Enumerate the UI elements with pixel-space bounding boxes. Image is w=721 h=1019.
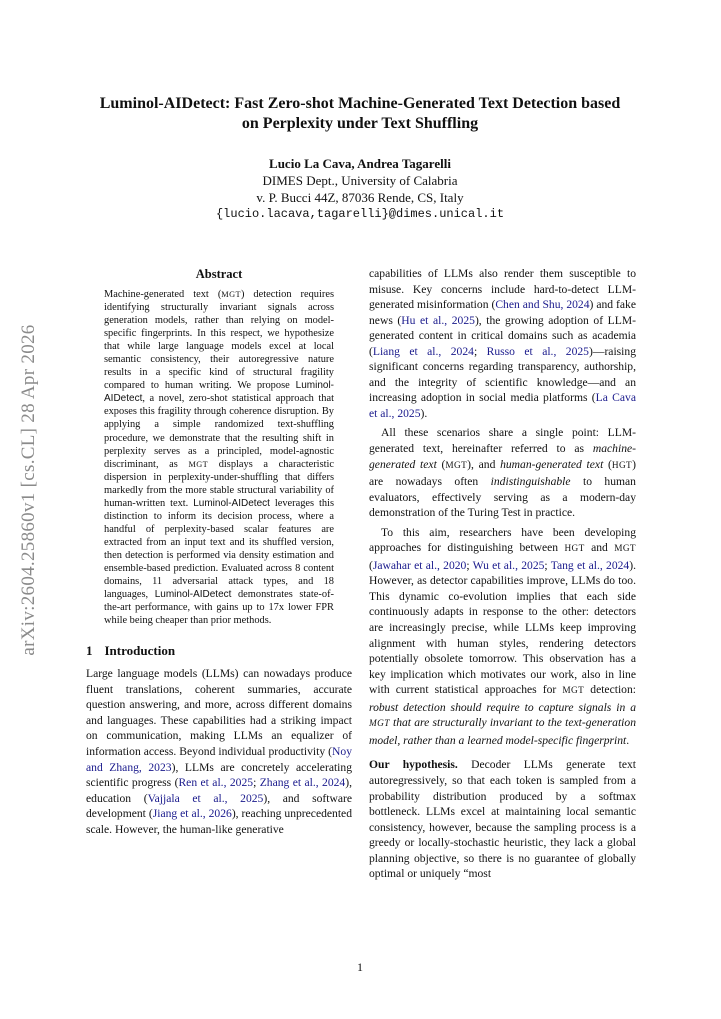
author-email: {lucio.lacava,tagarelli}@dimes.unical.it: [215, 207, 505, 221]
citation-link[interactable]: Russo et al., 2025: [486, 344, 589, 358]
arxiv-identifier-stamp: [14, 300, 44, 680]
citation-link[interactable]: Vajjala et al., 2025: [147, 791, 264, 805]
author-block: [160, 155, 560, 223]
citation-link[interactable]: La Cava et al., 2025: [369, 391, 636, 420]
paragraph-run-in-heading: Our hypothesis.: [369, 758, 458, 772]
intro-paragraph-1: Large language models (LLMs) can nowadays produce fluent translations, coherent summaries, accurate question answering, and more, across different domains and languages. These capabilities had a striking impact on communication, making LLMs an equalizer of information access. Beyond individual productivity (Noy and Zhang, 2023), LLMs are concretely accelerating scientific progress (Ren et al., 2025; Zhang et al., 2024), education (Vajjala et al., 2025), and software development (Jiang et al., 2026), reaching unprecedented scale. However, the human-like generative: [86, 667, 353, 836]
paper-title: Luminol-AIDetect: Fast Zero-shot Machine-Generated Text Detection based on Perplexity under Text Shuffling: [99, 95, 621, 132]
abstract-heading: Abstract: [195, 267, 243, 281]
citation-link[interactable]: Noy and Zhang, 2023: [86, 744, 352, 774]
left-column: [86, 266, 352, 837]
citation-link[interactable]: Tang et al., 2024: [550, 558, 630, 572]
method-name: Luminol-AIDetect: [154, 589, 232, 601]
citation-link[interactable]: Ren et al., 2025: [178, 776, 254, 790]
intro-paragraph-4: Our hypothesis. Decoder LLMs generate text autoregressively, so that each token is sampled from a probability distribution produced by a softmax bottleneck. LLMs excel at maintaining local semantic consistency, however, because the sampling process is a greedy or locally-stochastic heuristic, they lack a global planning objective, so there is no guarantee of globally optimal or uniquely “most: [369, 758, 636, 881]
intro-paragraph-3: To this aim, researchers have been developing approaches for distinguishing between HGT and MGT (Jawahar et al., 2020; Wu et al., 2025; Tang et al., 2024). However, as detector capabilities improve, LLMs do too. This dynamic co-evolution implies that each side continuously adapts in response to the other: detectors are increasingly precise, while LLMs keep improving alignment with human styles, rendering detectors potentially obsolete tomorrow. This observation has a key implication which motivates our work, also in line with current statistical approaches for MGT detection: robust detection should require to capture signals in a MGT that are structurally invariant to the text-generation model, rather than a learned model-specific fingerprint.: [369, 525, 636, 747]
citation-link[interactable]: Jiang et al., 2026: [152, 807, 232, 821]
citation-link[interactable]: Chen and Shu, 2024: [495, 298, 590, 312]
intro-paragraph-1-continued: capabilities of LLMs also render them susceptible to misuse. Key concerns include hard-to-detect LLM-generated misinformation (Chen and Shu, 2024) and fake news (Hu et al., 2025), the growing adoption of LLM-generated content in critical domains such as academia (Liang et al., 2024; Russo et al., 2025)—raising significant concerns regarding transparency, authorship, and the integrity of scientific knowledge—and an increasing adoption in social media platforms (La Cava et al., 2025).: [369, 267, 636, 420]
citation-link[interactable]: Zhang et al., 2024: [259, 776, 346, 790]
continued-text: capabilities of LLMs also render them susceptible to misuse. Key concerns include hard-to-detect LLM-generated misinformation (: [369, 267, 636, 312]
abstract-text: Machine-generated text (MGT) detection requires identifying structurally invariant signals across generation models, rather than relying on model-specific fingerprints. In this respect, we hypothesize that while large language models excel at local semantic consistency, their autoregressive nature results in a specific kind of structural fragility compared to human writing. We propose Luminol-AIDetect, a novel, zero-shot statistical approach that exposes this fragility through coherence disruption. By applying a simple randomized text-shuffling procedure, we demonstrate that the resulting shift in perplexity serves as a principled, model-agnostic discriminant, as MGT displays a characteristic dispersion in perplexity-under-shuffling that differs markedly from the more stable structural variability of human-written text. Luminol-AIDetect leverages this distinction to inform its decision process, where a handful of perplexity-based scalar features are extracted from an input text and its shuffled version, then detection is performed via density estimation and ensemble-based prediction. Evaluated across 8 content domains, 11 adversarial attack types, and 18 languages, Luminol-AIDetect demonstrates state-of-the-art performance, with gains up to 17x lower FPR while being cheaper than prior methods.: [104, 289, 334, 627]
right-column: [369, 266, 636, 882]
citation-link[interactable]: Hu et al., 2025: [401, 313, 475, 327]
method-name: Luminol-AIDetect: [193, 497, 270, 509]
author-address: v. P. Bucci 44Z, 87036 Rende, CS, Italy: [256, 190, 464, 205]
method-name: Luminol-AIDetect: [104, 380, 334, 405]
citation-link[interactable]: Jawahar et al., 2020: [372, 558, 467, 572]
author-names: Lucio La Cava, Andrea Tagarelli: [269, 156, 451, 171]
citation-link[interactable]: Wu et al., 2025: [472, 558, 545, 572]
author-affiliation: DIMES Dept., University of Calabria: [262, 173, 458, 188]
citation-link[interactable]: Liang et al., 2024: [372, 344, 474, 358]
page-number: 1: [357, 960, 363, 974]
arxiv-identifier-text: arXiv:2604.25860v1 [cs.CL] 28 Apr 2026: [18, 324, 39, 656]
section-heading-introduction: 1 Introduction: [86, 643, 176, 659]
intro-paragraph-2: All these scenarios share a single point: LLM-generated text, hereinafter referred to as machine-generated text (MGT), and human-generated text (HGT) are nowadays often indistinguishable to human evaluators, effectively serving as a modern-day demonstration of the Turing Test in practice.: [369, 426, 636, 520]
